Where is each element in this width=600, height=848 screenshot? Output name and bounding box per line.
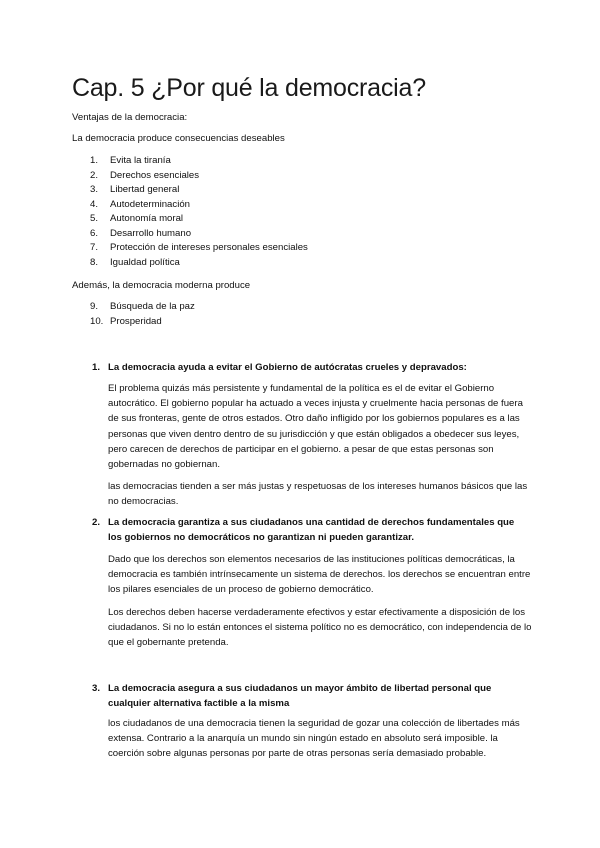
list-item	[90, 183, 179, 198]
list-item	[90, 315, 162, 330]
page-title: Cap. 5 ¿Por qué la democracia?	[72, 74, 426, 102]
paragraph: los ciudadanos de una democracia tienen la seguridad de gozar una colección de libertades más extensa. Contrario a la anarquía un mundo sin ningún estado en absoluto será imposible. la coerción sobre algunas personas por parte de otras personas sería demasiado probable.	[108, 718, 520, 760]
list-number: 2.	[90, 169, 99, 181]
list-text: Búsqueda de la paz	[110, 301, 195, 312]
modern-heading: Además, la democracia moderna produce	[72, 280, 251, 291]
list-item	[90, 241, 308, 256]
list-number: 4.	[90, 198, 99, 210]
list-text: Autodeterminación	[110, 198, 190, 210]
list-number: 9.	[90, 301, 99, 312]
paragraph: El problema quizás más persistente y fundamental de la política es el de evitar el Gobierno autocrático. El gobierno popular ha actuado a veces injusta y cruelmente hacia personas de fuera de sus fronteras, gente de otros estados. Otro daño infligido por los gobiernos populares es a las personas que viven dentro dentro de su jurisdicción y que están obligados a obedecer sus leyes, pero carecen de derechos de participar en el gobierno. a pesar de que estas personas son gobernadas no gobiernan.	[108, 383, 523, 471]
section-number: 1.	[92, 362, 101, 373]
list-item	[90, 212, 183, 227]
intro-text: Ventajas de la democracia:	[72, 112, 188, 123]
list-number: 1.	[90, 155, 99, 166]
list-item	[90, 256, 180, 271]
list-text: Libertad general	[110, 184, 180, 195]
paragraph: Los derechos deben hacerse verdaderamente efectivos y estar efectivamente a disposición de los ciudadanos. Si no lo están entonces el sistema político no es democrático, con independencia de lo que el gobernante pretenda.	[108, 607, 532, 649]
list-number: 3.	[90, 184, 99, 195]
section-title: La democracia ayuda a evitar el Gobierno de autócratas crueles y depravados:	[108, 362, 467, 373]
list-text: Evita la tiranía	[110, 155, 171, 166]
consequences-heading: La democracia produce consecuencias deseables	[72, 133, 285, 144]
list-item	[90, 198, 190, 213]
list-text: Prosperidad	[110, 316, 162, 327]
list-number: 5.	[90, 213, 99, 224]
list-text: Igualdad política	[110, 256, 180, 268]
list-number: 6.	[90, 227, 99, 239]
paragraph: las democracias tienden a ser más justas y respetuosas de los intereses humanos básicos que las no democracias.	[108, 481, 528, 508]
section-title: La democracia asegura a sus ciudadanos un mayor ámbito de libertad personal que cualquier alternativa factible a la misma	[108, 683, 492, 709]
list-item	[90, 169, 199, 184]
list-number: 7.	[90, 242, 99, 253]
list-item	[90, 300, 195, 315]
section-title: La democracia garantiza a sus ciudadanos una cantidad de derechos fundamentales que los gobiernos no democráticos no garantizan ni pueden garantizar.	[108, 517, 515, 543]
section-number: 3.	[92, 683, 101, 694]
list-number: 10.	[90, 316, 104, 327]
section-number: 2.	[92, 517, 101, 528]
list-text: Protección de intereses personales esenciales	[110, 242, 308, 253]
list-item	[90, 227, 191, 242]
list-text: Desarrollo humano	[110, 227, 192, 239]
list-text: Autonomía moral	[110, 213, 184, 224]
paragraph: Dado que los derechos son elementos necesarios de las instituciones políticas democráticas, la democracia es también intrínsecamente un sistema de derechos. los derechos se encuentran entre los pilares esenciales de un proceso de gobierno democrático.	[108, 554, 531, 596]
list-number: 8.	[90, 256, 99, 268]
list-item	[90, 154, 171, 169]
list-text: Derechos esenciales	[110, 169, 200, 181]
